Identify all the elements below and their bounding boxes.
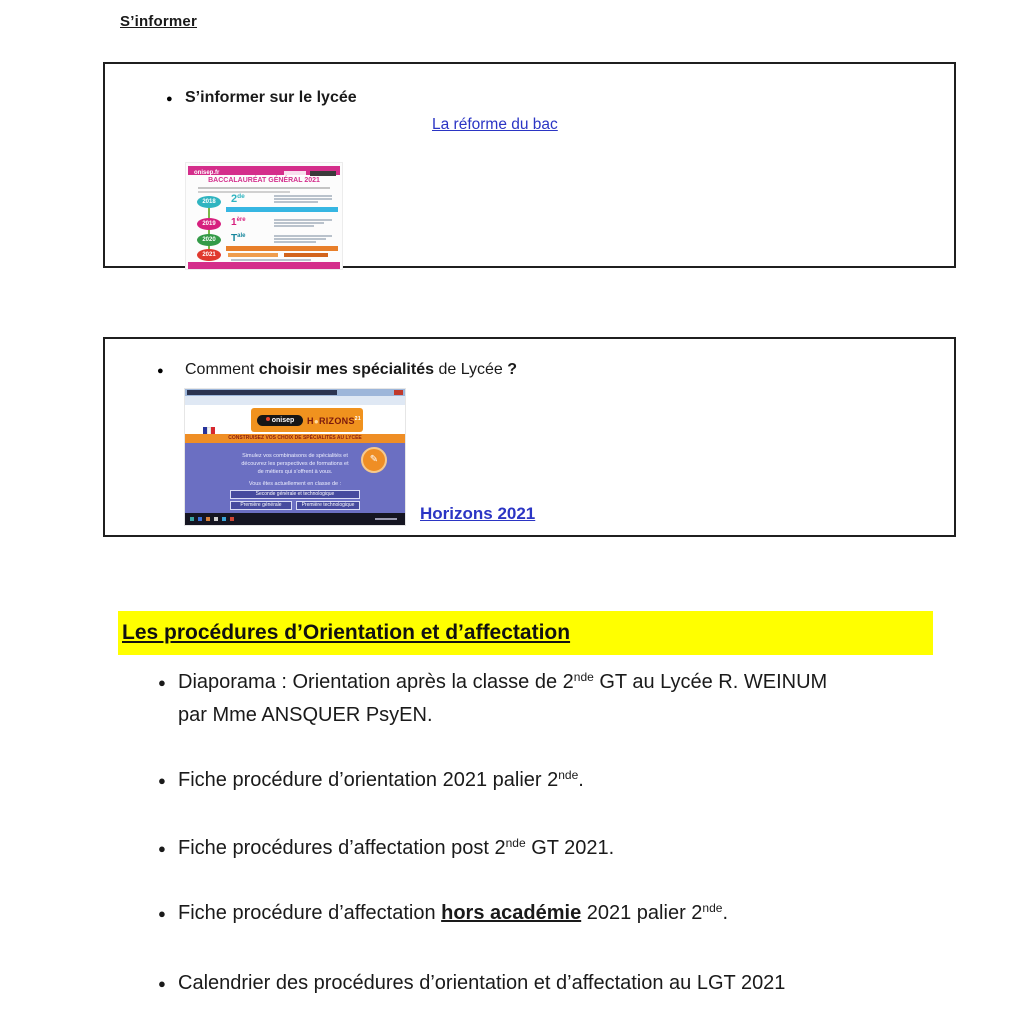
site-intro-line: de métiers qui s’offrent à vous. <box>257 469 333 475</box>
taskbar-icon <box>222 517 226 521</box>
text-blur-line <box>274 225 314 227</box>
list-item-text: Fiche procédure d’orientation 2021 palier 2nde. <box>178 768 584 791</box>
text-blur-line <box>274 201 318 203</box>
onisep-dot-icon <box>266 417 270 421</box>
bullet-icon: ● <box>158 841 166 856</box>
taskbar-clock <box>375 518 397 520</box>
section-title: Les procédures d’Orientation et d’affectation <box>122 621 571 644</box>
text-blur-line <box>274 195 332 197</box>
taskbar-icon <box>206 517 210 521</box>
info-box-specialites <box>103 337 956 537</box>
nav-placeholder <box>310 171 336 176</box>
text-blur-line <box>274 241 316 243</box>
list-item <box>158 666 890 732</box>
list-item-text: Calendrier des procédures d’orientation et d’affectation au LGT 2021 <box>178 972 786 994</box>
orange-box <box>284 253 328 257</box>
text-blur-line <box>274 198 332 200</box>
nouveau-bac-band <box>226 246 338 251</box>
onisep-logo: onisep <box>257 415 303 426</box>
year-badge-2018: 2018 <box>197 196 221 208</box>
page-title: S’informer <box>120 13 198 30</box>
nav-placeholder <box>284 171 306 176</box>
taskbar-icon <box>198 517 202 521</box>
year-badge-2021: 2021 <box>197 249 221 261</box>
year-badge-2020: 2020 <box>197 234 221 246</box>
link-reforme-du-bac[interactable]: La réforme du bac <box>432 116 558 133</box>
list-item <box>158 897 890 930</box>
list-item <box>158 832 890 865</box>
button-premiere-techno: Première technologique <box>296 501 360 510</box>
seconde-band <box>226 207 338 212</box>
text-blur-line <box>274 235 332 237</box>
pencil-badge-icon: ✎ <box>361 447 387 473</box>
site-banner: CONSTRUISEZ VOS CHOIX DE SPÉCIALITÉS AU LYCÉE <box>185 434 405 443</box>
horizons-site-thumbnail <box>185 389 405 525</box>
bullet-icon: ● <box>158 675 166 690</box>
windows-taskbar <box>185 513 405 525</box>
site-intro-line: Simulez vos combinaisons de spécialités et <box>242 453 348 459</box>
site-question: Vous êtes actuellement en classe de : <box>248 481 342 487</box>
orange-box <box>228 253 278 257</box>
tab-strip <box>187 390 337 395</box>
horizons-wordmark: H●RIZONS$^{21}$ <box>307 416 361 426</box>
infographic-title: BACCALAURÉAT GÉNÉRAL 2021 <box>208 177 320 184</box>
bullet-text-specialites: Comment choisir mes spécialités de Lycée ? <box>185 361 518 378</box>
button-seconde-gt: Seconde générale et technologique <box>230 490 360 499</box>
onisep-brand: onisep.fr <box>194 170 220 176</box>
taskbar-icon <box>230 517 234 521</box>
taskbar-icon <box>190 517 194 521</box>
level-2de: 2de <box>231 193 245 205</box>
taskbar-icon <box>214 517 218 521</box>
list-item-text: Diaporama : Orientation après la classe de 2nde GT au Lycée R. WEINUM par Mme ANSQUER PsyEN. <box>178 670 828 726</box>
list-item-text: Fiche procédures d’affectation post 2nde GT 2021. <box>178 836 615 859</box>
bullet-icon: ● <box>166 93 173 105</box>
text-blur-line <box>274 238 326 240</box>
onisep-footer-bar <box>188 262 340 269</box>
list-item-text: Fiche procédure d’affectation hors académie 2021 palier 2nde. <box>178 901 728 924</box>
level-1ere: 1ère <box>231 217 246 228</box>
bullet-icon: ● <box>158 906 166 921</box>
onisep-header-bar <box>188 166 340 175</box>
list-item <box>158 764 890 797</box>
info-box-lycee <box>103 62 956 268</box>
level-tale: $T^{ale}$ <box>231 233 246 244</box>
text-blur-line <box>231 259 311 261</box>
bac-infographic-thumbnail <box>186 163 342 269</box>
browser-address-bar <box>185 396 405 405</box>
bullet-text-sinformer: S’informer sur le lycée <box>185 89 357 106</box>
text-blur-line <box>274 222 324 224</box>
browser-tab-bar <box>185 389 405 396</box>
year-badge-2019: 2019 <box>197 218 221 230</box>
bullet-icon: ● <box>158 976 166 991</box>
link-horizons-2021[interactable]: Horizons 2021 <box>420 504 536 523</box>
text-blur-line <box>274 219 332 221</box>
close-icon <box>394 390 403 395</box>
text-blur-line <box>198 187 330 189</box>
list-item <box>158 967 890 1000</box>
bullet-icon: ● <box>157 365 164 377</box>
bullet-icon: ● <box>158 773 166 788</box>
site-intro-line: découvrez les perspectives de formations et <box>241 461 349 467</box>
button-premiere-generale: Première générale <box>230 501 292 510</box>
